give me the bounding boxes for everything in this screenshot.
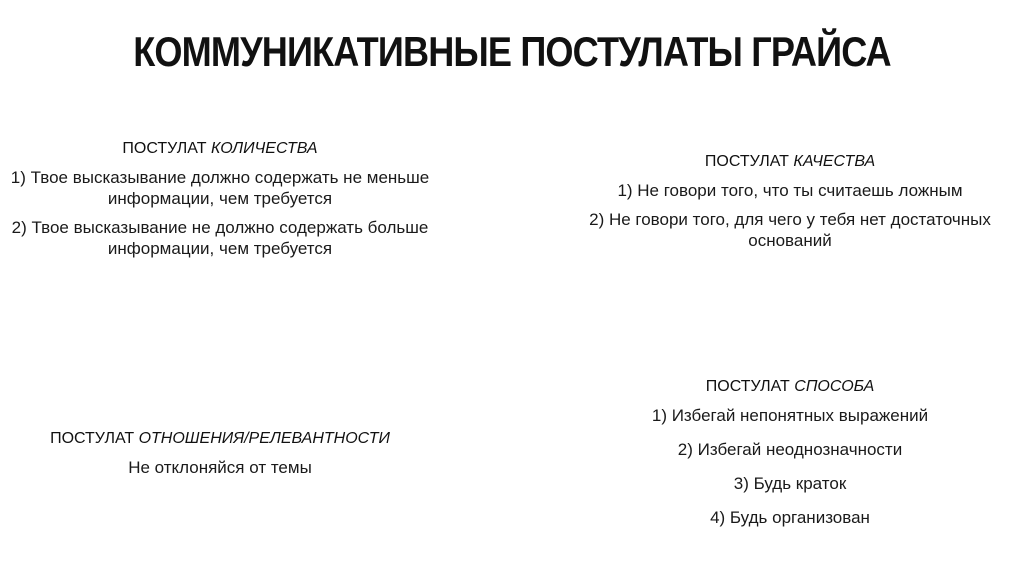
heading-prefix: ПОСТУЛАТ — [122, 140, 211, 157]
postulate-quality — [570, 151, 1010, 259]
postulate-manner — [570, 376, 1010, 541]
heading-prefix: ПОСТУЛАТ — [705, 378, 795, 395]
postulate-heading — [570, 151, 1010, 172]
postulate-item: Не отклоняйся от темы — [128, 458, 312, 477]
postulate-quantity — [0, 138, 440, 267]
postulate-item: 4) Будь организован — [710, 508, 870, 527]
heading-prefix: ПОСТУЛАТ — [704, 153, 794, 170]
postulate-item: 2) Избегай неоднозначности — [677, 440, 903, 459]
heading-name: КАЧЕСТВА — [793, 153, 876, 170]
postulate-item: 1) Избегай непонятных выражений — [651, 406, 929, 425]
postulate-item: 3) Будь краток — [733, 474, 847, 493]
postulate-item: 1) Твое высказывание должно содержать не меньше информации, чем требуется — [10, 168, 430, 208]
postulate-item: 2) Не говори того, для чего у тебя нет достаточных оснований — [589, 210, 991, 250]
slide-title: КОММУНИКАТИВНЫЕ ПОСТУЛАТЫ ГРАЙСА — [133, 28, 891, 75]
heading-prefix: ПОСТУЛАТ — [50, 430, 139, 447]
postulate-item: 1) Не говори того, что ты считаешь ложным — [617, 181, 963, 200]
heading-name: ОТНОШЕНИЯ/РЕЛЕВАНТНОСТИ — [138, 430, 390, 447]
postulate-heading — [570, 376, 1010, 397]
heading-name: КОЛИЧЕСТВА — [210, 140, 318, 157]
postulate-item: 2) Твое высказывание не должно содержать больше информации, чем требуется — [11, 218, 429, 258]
postulate-relation — [0, 428, 440, 486]
postulate-heading — [0, 428, 440, 449]
heading-name: СПОСОБА — [794, 378, 875, 395]
postulate-heading — [0, 138, 440, 159]
